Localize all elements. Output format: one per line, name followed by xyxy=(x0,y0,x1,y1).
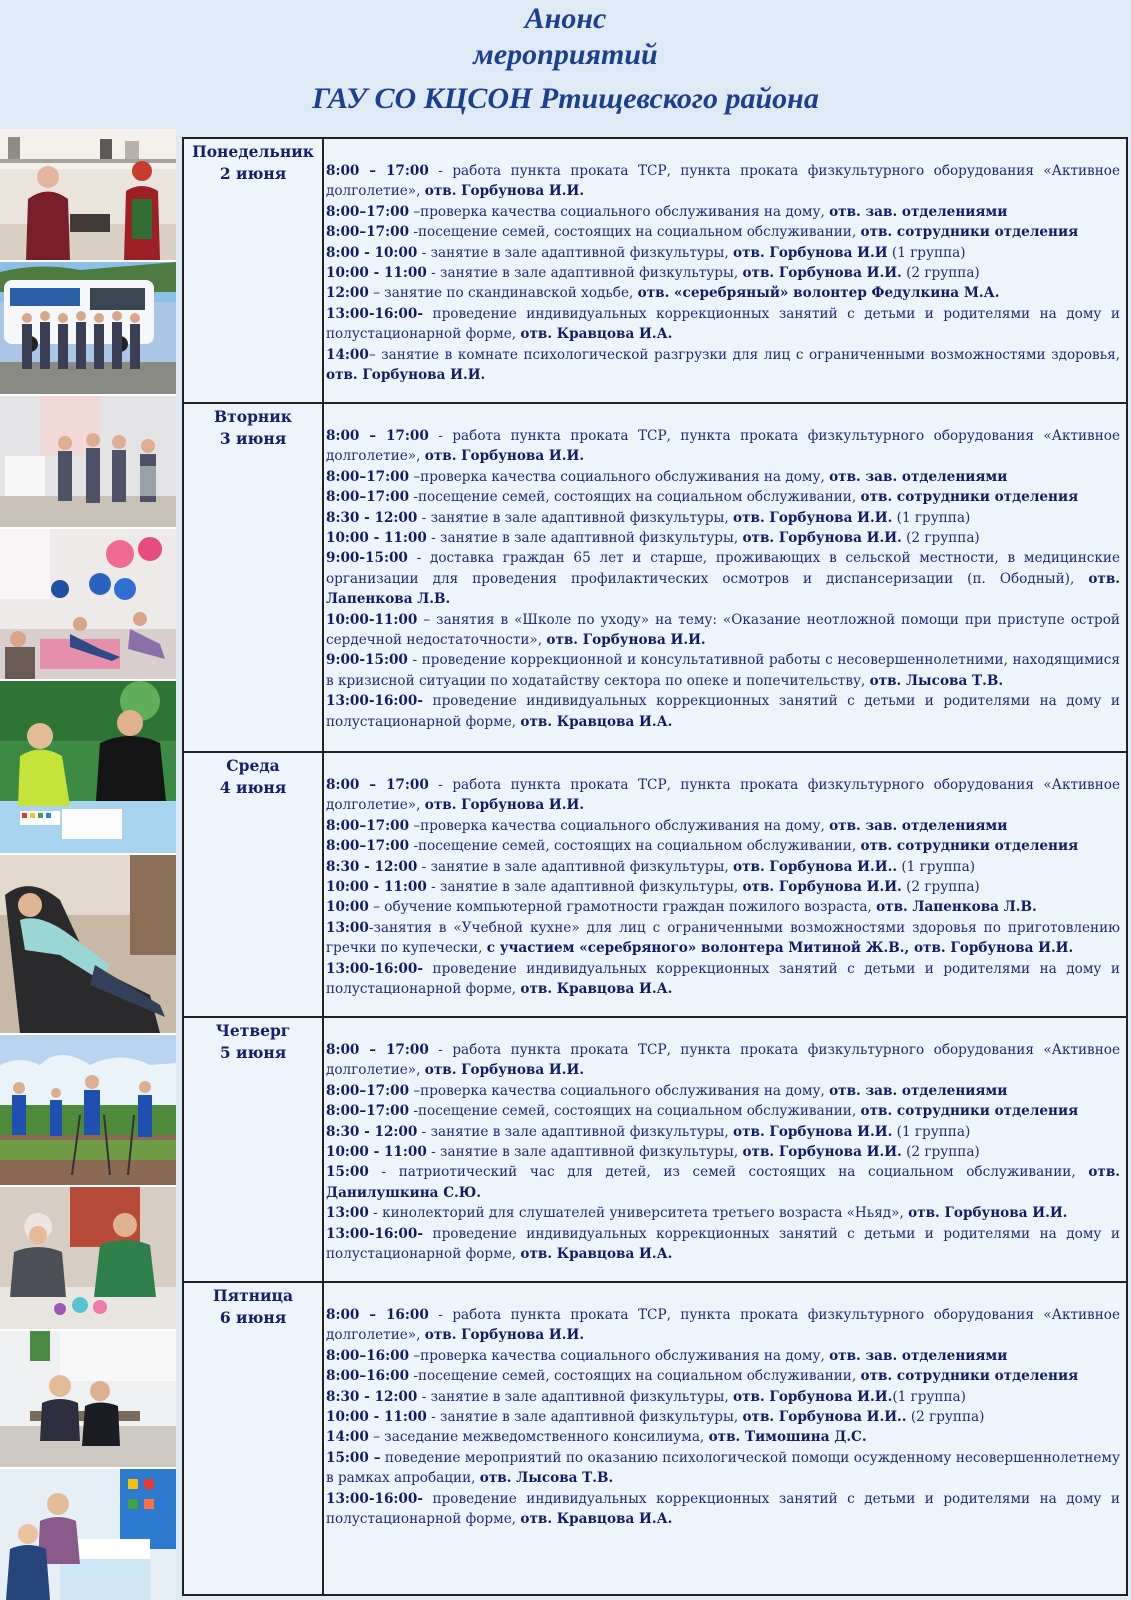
event-text: (2 группа) xyxy=(901,879,980,896)
event-emphasis: отв. сотрудники отделения xyxy=(860,489,1079,506)
event-item xyxy=(326,345,1120,386)
event-item xyxy=(326,959,1120,1000)
day-date: 3 июня xyxy=(219,429,287,448)
event-text: – занятие по скандинавской ходьбе, xyxy=(368,285,638,302)
event-item xyxy=(326,243,1120,263)
event-emphasis: 8:00–17:00 xyxy=(326,224,410,241)
event-text: проведение индивидуальных коррекционных занятий с детьми и родителями на дому и полустационарной форме, xyxy=(326,960,1120,998)
event-emphasis: 10:00 - 11:00 xyxy=(326,530,427,547)
event-emphasis: 8:00–17:00 xyxy=(326,468,410,485)
event-text: (2 группа) xyxy=(901,530,980,547)
event-item xyxy=(326,691,1120,732)
event-text: –проверка качества социального обслуживания на дому, xyxy=(409,1082,830,1099)
event-text: - занятие в зале адаптивной физкультуры, xyxy=(417,858,734,875)
event-emphasis: 8:00 – 17:00 xyxy=(326,777,429,793)
event-emphasis: отв. Горбунова И.И. xyxy=(908,1205,1068,1222)
event-text: -посещение семей, состоящих на социальном обслуживании, xyxy=(409,1103,861,1120)
day-date: 5 июня xyxy=(219,1043,287,1062)
event-text: (2 группа) xyxy=(906,1409,985,1426)
event-emphasis: 8:00–17:00 xyxy=(326,817,410,834)
day-row-friday xyxy=(184,1283,1126,1594)
event-item xyxy=(326,1122,1120,1142)
event-text: - кинолекторий для слушателей университета третьего возраста «Ньяд», xyxy=(368,1205,909,1222)
day-date: 6 июня xyxy=(219,1308,287,1327)
photo-gym xyxy=(0,529,176,681)
event-item xyxy=(326,1448,1120,1489)
day-cell xyxy=(184,1018,324,1281)
event-item xyxy=(326,161,1120,202)
event-item xyxy=(326,263,1120,283)
event-text: - занятие в зале адаптивной физкультуры, xyxy=(426,1409,743,1426)
event-emphasis: 8:00–17:00 xyxy=(326,1103,410,1120)
event-text: (1 группа) xyxy=(897,858,975,875)
event-emphasis: 13:00-16:00- xyxy=(326,1225,423,1242)
event-emphasis: отв. Данилушкина С.Ю. xyxy=(326,1164,1120,1201)
day-cell xyxy=(184,139,324,402)
event-emphasis: отв. Горбунова И.И. xyxy=(733,1123,893,1140)
event-text: - занятие в зале адаптивной физкультуры, xyxy=(426,265,743,282)
event-emphasis: отв. Горбунова И.И. xyxy=(326,367,486,384)
event-emphasis: 8:30 - 12:00 xyxy=(326,1123,418,1140)
event-text: - занятие в зале адаптивной физкультуры, xyxy=(417,244,734,261)
event-text: проведение индивидуальных коррекционных занятий с детьми и родителями на дому и полустационарной форме, xyxy=(326,305,1120,343)
events-list xyxy=(326,161,1120,385)
event-text: – обучение компьютерной грамотности граждан пожилого возраста, xyxy=(368,899,877,916)
event-emphasis: 12:00 xyxy=(326,285,369,302)
event-text: - занятие в зале адаптивной физкультуры, xyxy=(417,1388,734,1405)
event-emphasis: 8:30 - 12:00 xyxy=(326,858,418,875)
event-item xyxy=(326,1040,1120,1081)
event-emphasis: отв. Горбунова И.И. xyxy=(742,530,902,547)
event-emphasis: отв. Горбунова И.И. xyxy=(424,797,585,814)
event-emphasis: 10:00 - 11:00 xyxy=(326,1144,427,1161)
event-emphasis: 15:00 – xyxy=(326,1449,381,1466)
event-emphasis: отв. зав. отделениями xyxy=(829,203,1008,220)
event-emphasis: отв. Горбунова И.И xyxy=(733,244,888,261)
event-emphasis: отв. Кравцова И.А. xyxy=(520,713,673,730)
event-text: - занятие в зале адаптивной физкультуры, xyxy=(417,509,734,526)
event-emphasis: 10:00 - 11:00 xyxy=(326,1409,427,1426)
event-item xyxy=(326,1407,1120,1427)
event-emphasis: отв. зав. отделениями xyxy=(829,1082,1008,1099)
photo-nordic-walking xyxy=(0,1035,176,1187)
event-emphasis: отв. «серебряный» волонтер Федулкина М.А. xyxy=(637,285,1000,302)
event-emphasis: 8:00–16:00 xyxy=(326,1368,410,1385)
event-item xyxy=(326,1489,1120,1530)
event-text: - проведение коррекционной и консультативной работы с несовершеннолетними, находящимися в кризисной ситуации по ходатайству сектора по опеке и попечительству, xyxy=(326,652,1120,689)
event-emphasis: отв. сотрудники отделения xyxy=(860,1368,1079,1385)
event-text: – занятие в комнате психологической разгрузки для лиц с ограниченными возможностями здоровья, xyxy=(368,346,1120,363)
event-emphasis: 8:00–17:00 xyxy=(326,1082,410,1099)
event-emphasis: 8:00 – 17:00 xyxy=(326,1042,429,1058)
event-emphasis: отв. Кравцова И.А. xyxy=(520,326,673,343)
event-item xyxy=(326,877,1120,897)
event-item xyxy=(326,1081,1120,1101)
event-text: проведение индивидуальных коррекционных занятий с детьми и родителями на дому и полустационарной форме, xyxy=(326,693,1120,730)
event-item xyxy=(326,836,1120,856)
event-item xyxy=(326,304,1120,345)
event-emphasis: 8:30 - 12:00 xyxy=(326,509,418,526)
title-line-1: Анонс xyxy=(524,2,607,35)
event-emphasis: 10:00 - 11:00 xyxy=(326,265,427,282)
event-text: -занятия в «Учебной кухне» для лиц с ограниченными возможностями здоровья по приготовлению гречки по купечески, xyxy=(326,919,1120,957)
event-emphasis: отв. Горбунова И.И. xyxy=(424,183,585,200)
event-emphasis: отв. Горбунова И.И.. xyxy=(733,858,898,875)
event-emphasis: отв. Горбунова И.И. xyxy=(424,1062,585,1079)
event-emphasis: 15:00 xyxy=(326,1164,369,1181)
day-cell xyxy=(184,753,324,1016)
event-text: проведение индивидуальных коррекционных занятий с детьми и родителями на дому и полустационарной форме, xyxy=(326,1225,1120,1263)
event-emphasis: отв. сотрудники отделения xyxy=(860,838,1079,855)
event-emphasis: 9:00-15:00 xyxy=(326,652,408,669)
day-row-wednesday xyxy=(184,753,1126,1018)
day-cell xyxy=(184,404,324,751)
photo-office xyxy=(0,396,176,529)
title-line-3: ГАУ СО КЦСОН Ртищевского района xyxy=(312,82,819,115)
event-text: –проверка качества социального обслуживания на дому, xyxy=(409,1347,830,1364)
event-emphasis: отв. сотрудники отделения xyxy=(860,224,1079,241)
event-emphasis: отв. Горбунова И.И. xyxy=(733,1388,893,1405)
photo-drawing xyxy=(0,681,176,855)
event-item xyxy=(326,508,1120,528)
event-emphasis: 10:00 xyxy=(326,899,369,916)
event-emphasis: 10:00 - 11:00 xyxy=(326,879,427,896)
event-emphasis: отв. Кравцова И.А. xyxy=(520,981,673,998)
event-emphasis: отв. Горбунова И.И. xyxy=(546,632,706,649)
event-item xyxy=(326,1305,1120,1346)
event-text: - занятие в зале адаптивной физкультуры, xyxy=(426,530,743,547)
event-emphasis: 8:00 – 17:00 xyxy=(326,428,429,444)
event-text: (2 группа) xyxy=(901,1144,980,1161)
event-item xyxy=(326,1346,1120,1366)
event-emphasis: 8:00–17:00 xyxy=(326,838,410,855)
event-text: -посещение семей, состоящих на социальном обслуживании, xyxy=(409,224,861,241)
event-text: –проверка качества социального обслуживания на дому, xyxy=(409,468,830,485)
event-emphasis: отв. Горбунова И.И. xyxy=(424,1327,585,1344)
event-item xyxy=(326,1101,1120,1121)
event-text: – заседание межведомственного консилиума, xyxy=(368,1429,709,1446)
event-emphasis: отв. Лысова Т.В. xyxy=(479,1470,614,1487)
event-emphasis: с участием «серебряного» волонтера Митиной Ж.В., отв. Горбунова И.И. xyxy=(486,940,1074,957)
event-emphasis: 13:00-16:00- xyxy=(326,1490,423,1507)
photo-crafts xyxy=(0,1187,176,1331)
events-list xyxy=(326,1305,1120,1529)
event-emphasis: отв. Лапенкова Л.В. xyxy=(876,899,1037,916)
event-item xyxy=(326,202,1120,222)
event-item xyxy=(326,548,1120,609)
event-item xyxy=(326,857,1120,877)
event-emphasis: отв. Горбунова И.И. xyxy=(742,879,902,896)
event-emphasis: 8:00 – 17:00 xyxy=(326,163,429,179)
photo-massage-chair xyxy=(0,855,176,1035)
event-item xyxy=(326,610,1120,651)
event-item xyxy=(326,283,1120,303)
event-text: - работа пункта проката ТСР, пункта проката физкультурного оборудования «Активное долголетие», xyxy=(326,163,1120,200)
event-text: проведение индивидуальных коррекционных занятий с детьми и родителями на дому и полустационарной форме, xyxy=(326,1490,1120,1528)
event-item xyxy=(326,426,1120,467)
day-name: Понедельник xyxy=(192,142,314,161)
day-row-tuesday xyxy=(184,404,1126,753)
event-emphasis: отв. зав. отделениями xyxy=(829,1347,1008,1364)
event-text: (2 группа) xyxy=(901,265,980,282)
event-emphasis: 14:00 xyxy=(326,346,369,363)
day-date: 4 июня xyxy=(219,778,287,797)
event-emphasis: отв. зав. отделениями xyxy=(829,817,1008,834)
event-item xyxy=(326,487,1120,507)
event-emphasis: отв. Кравцова И.А. xyxy=(520,1511,673,1528)
events-list xyxy=(326,775,1120,999)
event-emphasis: 13:00-16:00- xyxy=(326,960,423,977)
event-text: –проверка качества социального обслуживания на дому, xyxy=(409,817,830,834)
event-item xyxy=(326,1224,1120,1265)
event-emphasis: 8:00–17:00 xyxy=(326,489,410,506)
event-text: (1 группа) xyxy=(892,509,971,526)
event-item xyxy=(326,775,1120,816)
event-text: - занятие в зале адаптивной физкультуры, xyxy=(426,879,743,896)
events-list xyxy=(326,426,1120,732)
events-list xyxy=(326,1040,1120,1264)
photo-column xyxy=(0,129,178,1600)
schedule-table xyxy=(182,137,1128,1596)
photo-kitchen xyxy=(0,129,176,262)
event-emphasis: 9:00-15:00 xyxy=(326,550,408,567)
event-item xyxy=(326,650,1120,691)
event-emphasis: отв. Кравцова И.А. xyxy=(520,1246,673,1263)
event-item xyxy=(326,467,1120,487)
event-emphasis: 8:00 – 16:00 xyxy=(326,1307,429,1323)
event-emphasis: 8:00–16:00 xyxy=(326,1347,410,1364)
event-item xyxy=(326,1162,1120,1203)
day-row-monday xyxy=(184,139,1126,404)
event-text: - занятие в зале адаптивной физкультуры, xyxy=(417,1123,734,1140)
event-emphasis: отв. Тимошина Д.С. xyxy=(708,1429,867,1446)
event-text: (1 группа) xyxy=(892,1388,966,1405)
event-text: –проверка качества социального обслуживания на дому, xyxy=(409,203,830,220)
event-emphasis: отв. Лапенкова Л.В. xyxy=(326,570,1120,608)
event-item xyxy=(326,816,1120,836)
day-date: 2 июня xyxy=(219,164,287,183)
event-text: поведение мероприятий по оказанию психологической помощи осужденному несовершеннолетнему в рамках апробации, xyxy=(326,1449,1120,1487)
event-item xyxy=(326,918,1120,959)
event-item xyxy=(326,1427,1120,1447)
event-text: - доставка граждан 65 лет и старше, проживающих в сельской местности, в медицинские организации для проведения профилактических осмотров и диспансеризации (п. Ободный), xyxy=(326,550,1120,587)
event-item xyxy=(326,1366,1120,1386)
event-emphasis: отв. Лысова Т.В. xyxy=(869,672,1004,689)
event-emphasis: 14:00 xyxy=(326,1429,369,1446)
event-text: (1 группа) xyxy=(887,244,966,261)
event-item xyxy=(326,897,1120,917)
event-emphasis: отв. зав. отделениями xyxy=(829,468,1008,485)
event-emphasis: отв. Горбунова И.И. xyxy=(742,1144,902,1161)
day-name: Пятница xyxy=(212,1286,294,1305)
event-item xyxy=(326,528,1120,548)
event-item xyxy=(326,1387,1120,1407)
day-cell xyxy=(184,1283,324,1594)
event-emphasis: 13:00 xyxy=(326,1205,369,1222)
event-emphasis: 8:00 - 10:00 xyxy=(326,244,418,261)
day-name: Четверг xyxy=(215,1021,291,1040)
event-emphasis: 13:00-16:00- xyxy=(326,305,423,322)
event-emphasis: отв. Горбунова И.И. xyxy=(742,265,902,282)
day-name: Среда xyxy=(226,756,280,775)
event-emphasis: 8:30 - 12:00 xyxy=(326,1388,418,1405)
event-text: - работа пункта проката ТСР, пункта проката физкультурного оборудования «Активное долголетие», xyxy=(326,1042,1120,1079)
event-text: -посещение семей, состоящих на социальном обслуживании, xyxy=(409,1368,861,1385)
event-item xyxy=(326,1142,1120,1162)
event-emphasis: 8:00–17:00 xyxy=(326,203,410,220)
event-text: - занятие в зале адаптивной физкультуры, xyxy=(426,1144,743,1161)
event-text: -посещение семей, состоящих на социальном обслуживании, xyxy=(409,838,861,855)
day-name: Вторник xyxy=(214,407,292,426)
event-text: - работа пункта проката ТСР, пункта проката физкультурного оборудования «Активное долголетие», xyxy=(326,777,1120,814)
event-emphasis: 13:00-16:00- xyxy=(326,693,423,710)
event-text: - патриотический час для детей, из семей состоящих на социальном обслуживании, xyxy=(368,1164,1089,1181)
title-line-2: мероприятий xyxy=(473,38,658,71)
event-emphasis: отв. Горбунова И.И. xyxy=(424,448,585,465)
page-header xyxy=(0,0,1131,130)
photo-child-lesson xyxy=(0,1469,176,1600)
event-emphasis: отв. Горбунова И.И.. xyxy=(742,1409,907,1426)
event-text: - работа пункта проката ТСР, пункта проката физкультурного оборудования «Активное долголетие», xyxy=(326,428,1120,465)
event-item xyxy=(326,1203,1120,1223)
event-emphasis: отв. сотрудники отделения xyxy=(860,1103,1079,1120)
event-emphasis: отв. Горбунова И.И. xyxy=(733,509,893,526)
event-text: -посещение семей, состоящих на социальном обслуживании, xyxy=(409,489,861,506)
event-emphasis: 10:00-11:00 xyxy=(326,611,418,628)
event-text: - работа пункта проката ТСР, пункта проката физкультурного оборудования «Активное долголетие», xyxy=(326,1307,1120,1344)
event-text: – занятия в «Школе по уходу» на тему: «Оказание неотложной помощи при приступе острой сердечной недостаточности», xyxy=(326,611,1120,649)
photo-consultation xyxy=(0,1331,176,1469)
event-emphasis: 13:00 xyxy=(326,919,369,936)
day-row-thursday xyxy=(184,1018,1126,1283)
event-text: (1 группа) xyxy=(892,1123,971,1140)
photo-bus xyxy=(0,262,176,396)
event-item xyxy=(326,222,1120,242)
